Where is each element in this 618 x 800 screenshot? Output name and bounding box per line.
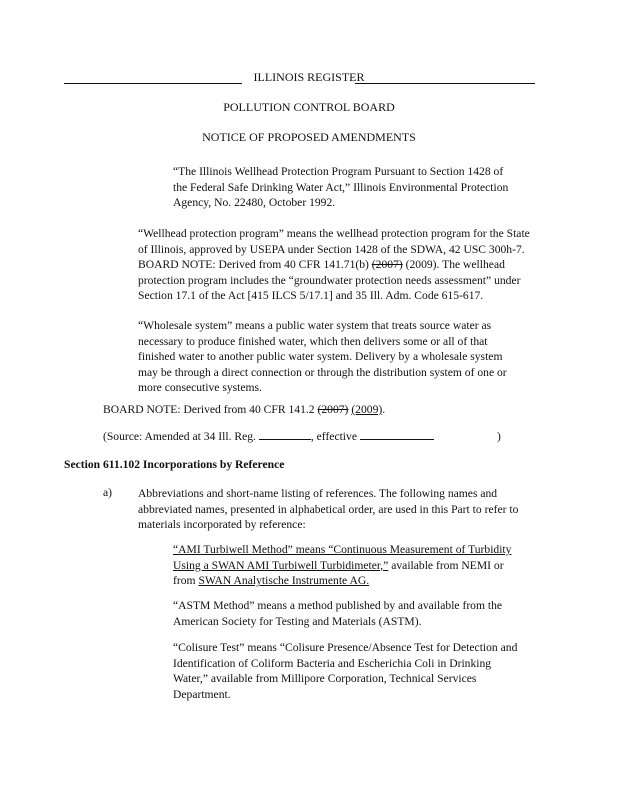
section-heading: Section 611.102 Incorporations by Reference: [64, 458, 285, 471]
item-a-text: Abbreviations and short-name listing of references. The following names and abbreviated names, presented in alphabetical order, are used in this Part to refer to materials incorporated by reference:: [138, 487, 519, 532]
effective-date-blank: [360, 430, 434, 440]
source-close-paren: ): [497, 430, 501, 443]
colisure-test-definition: “Colisure Test” means “Colisure Presence/Absence Test for Detection and Identification of Coliform Bacteria and Escherichia Coli in Drinking Water,” available from Millipore Corporation, Technical Services Department.: [173, 641, 518, 701]
ami-turbiwell-definition: “AMI Turbiwell Method” means “Continuous Measurement of Turbidity Using a SWAN AMI Turbiwell Turbidimeter,” available from NEMI or from SWAN Analytische Instrumente AG.: [173, 543, 512, 588]
header-rule-right: [355, 83, 535, 84]
notice-title: NOTICE OF PROPOSED AMENDMENTS: [202, 130, 416, 144]
wellhead-program-reference: “The Illinois Wellhead Protection Program Pursuant to Section 1428 of the Federal Safe Drinking Water Act,” Illinois Environmental Protection Agency, No. 22480, October 1992.: [173, 165, 509, 210]
item-a-label: a): [103, 486, 113, 499]
board-title: POLLUTION CONTROL BOARD: [223, 100, 395, 114]
astm-method-definition: “ASTM Method” means a method published by and available from the American Society for Testing and Materials (ASTM).: [173, 599, 503, 628]
wholesale-definition: “Wholesale system” means a public water system that treats source water as necessary to produce finished water, which then delivers some or all of that finished water to another public water system. Delivery by a wholesale system may be through a direct connection or through the distribution system of one or more consecutive systems.: [138, 319, 507, 395]
board-note: BOARD NOTE: Derived from 40 CFR 141.2 (2007) (2009).: [103, 403, 386, 416]
register-title: ILLINOIS REGISTER: [253, 70, 365, 84]
source-line: (Source: Amended at 34 Ill. Reg. , effective: [103, 430, 434, 443]
register-page-blank: [259, 430, 311, 440]
wellhead-definition: “Wellhead protection program” means the wellhead protection program for the State of Illinois, approved by USEPA under Section 1428 of the SDWA, 42 USC 300h-7. BOARD NOTE: Derived from 40 CFR 141.71(b) (2007) (2009). The wellhead protection program includes the “groundwater protection needs assessment” under Section 17.1 of the Act [415 ILCS 5/17.1] and 35 Ill. Adm. Code 615-617.: [138, 227, 530, 303]
